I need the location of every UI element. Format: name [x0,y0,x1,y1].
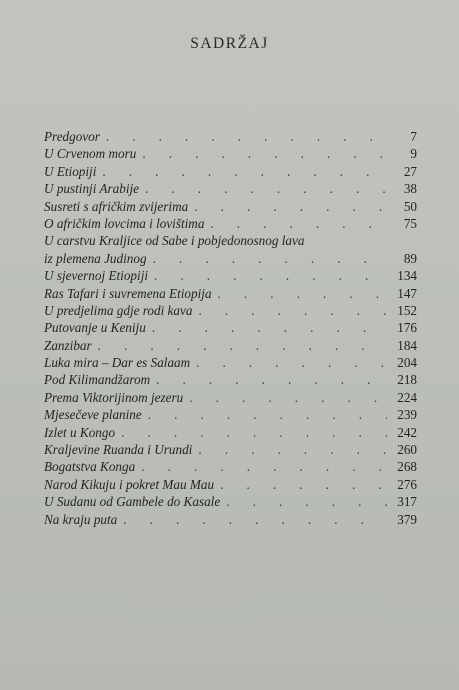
toc-entry [44,180,417,197]
toc-entry [44,215,417,232]
toc-entry-title: iz plemena Judinog [44,250,147,266]
toc-entry [44,511,417,528]
toc-entry-title: O afričkim lovcima i lovištima [44,215,205,231]
toc-entry-title: Mjesečeve planine [44,407,142,423]
toc-entry-page: 224 [397,389,417,405]
toc-entry-page: 147 [397,285,417,301]
toc-entry-page: 152 [397,302,417,318]
toc-entry-title: Putovanje u Keniju [44,320,146,336]
toc-entry-page: 242 [397,424,417,440]
toc-entry-page: 239 [397,407,417,423]
toc-entry-page: 7 [410,129,417,144]
toc-entry [44,267,417,284]
dot-leader [145,180,387,197]
toc-entry-page: 50 [403,198,417,214]
toc-entry-title: U pustinji Arabije [44,181,140,197]
toc-entry [44,371,417,388]
toc-entry [44,128,417,145]
toc-entry-page: 379 [397,511,417,527]
toc-entry [44,285,417,302]
dot-leader [123,511,387,528]
toc-entry [44,198,417,215]
dot-leader [196,354,387,371]
dot-leader [141,458,387,475]
toc-entry-title: Susreti s afričkim zvijerima [44,198,189,214]
toc-entry-title: U sjevernoj Etiopiji [44,268,149,284]
dot-leader [198,441,387,458]
toc-entry [44,493,417,510]
toc-entry-title: Na kraju puta [44,511,118,527]
toc-entry [44,145,417,162]
toc-entry-page: 317 [397,494,417,510]
toc-entry-title: Luka mira – Dar es Salaam [44,355,191,371]
dot-leader [156,371,387,388]
toc-entry-page: 9 [410,146,417,162]
dot-leader [218,285,387,302]
toc-entry-title: Predgovor [44,129,100,144]
toc-entry [44,476,417,493]
toc-entry-page: 75 [403,215,417,231]
toc-entry [44,354,417,371]
toc-entry-page: 89 [403,250,417,266]
dot-leader [148,406,387,423]
toc-entry-page: 27 [403,163,417,179]
toc-entry-title: Kraljevine Ruanda i Urundi [44,442,193,458]
dot-leader [106,128,387,145]
toc-entry-page: 218 [397,372,417,388]
toc-entry [44,424,417,441]
toc-entry-page: 38 [403,181,417,197]
toc-entry-page: 260 [397,442,417,458]
toc-entry [44,163,417,180]
toc-entry-title: U Crvenom moru [44,146,137,162]
dot-leader [189,389,387,406]
page-title: SADRŽAJ [190,35,269,52]
toc-entry [44,458,417,475]
dot-leader [154,267,387,284]
toc-entry [44,250,417,267]
dot-leader [194,198,387,215]
toc-entry-title: Zanzibar [44,337,92,353]
toc-entry-title: U Sudanu od Gambele do Kasale [44,494,221,510]
toc-entry-page: 184 [397,337,417,353]
dot-leader [102,163,387,180]
toc-entry-title: Ras Tafari i suvremena Etiopija [44,285,212,301]
dot-leader [98,337,387,354]
toc-entry [44,302,417,319]
toc-entry [44,406,417,423]
toc-entry-page: 134 [397,268,417,284]
dot-leader [152,319,387,336]
toc-entry-title: U predjelima gdje rodi kava [44,302,193,318]
dot-leader [226,493,387,510]
toc-entry-title: Pod Kilimandžarom [44,372,151,388]
toc-entry-title: Prema Viktorijinom jezeru [44,389,184,405]
toc-entry [44,337,417,354]
toc-entry [44,389,417,406]
toc-entry [44,232,417,249]
toc-entry-title: U Etiopiji [44,163,97,179]
toc-entry-title: Bogatstva Konga [44,459,136,475]
toc-entry-page: 268 [397,459,417,475]
dot-leader [220,476,387,493]
dot-leader [142,145,387,162]
toc-entry-title: Narod Kikuju i pokret Mau Mau [44,476,215,492]
dot-leader [198,302,387,319]
toc-entry-title: U carstvu Kraljice od Sabe i pobjedonosnog lava [44,233,305,249]
table-of-contents [44,128,417,528]
toc-entry-title: Izlet u Kongo [44,424,116,440]
toc-entry [44,441,417,458]
dot-leader [210,215,387,232]
toc-entry [44,319,417,336]
toc-entry-page: 276 [397,476,417,492]
toc-entry-page: 204 [397,355,417,371]
dot-leader [153,250,387,267]
dot-leader [121,424,387,441]
toc-entry-page: 176 [397,320,417,336]
